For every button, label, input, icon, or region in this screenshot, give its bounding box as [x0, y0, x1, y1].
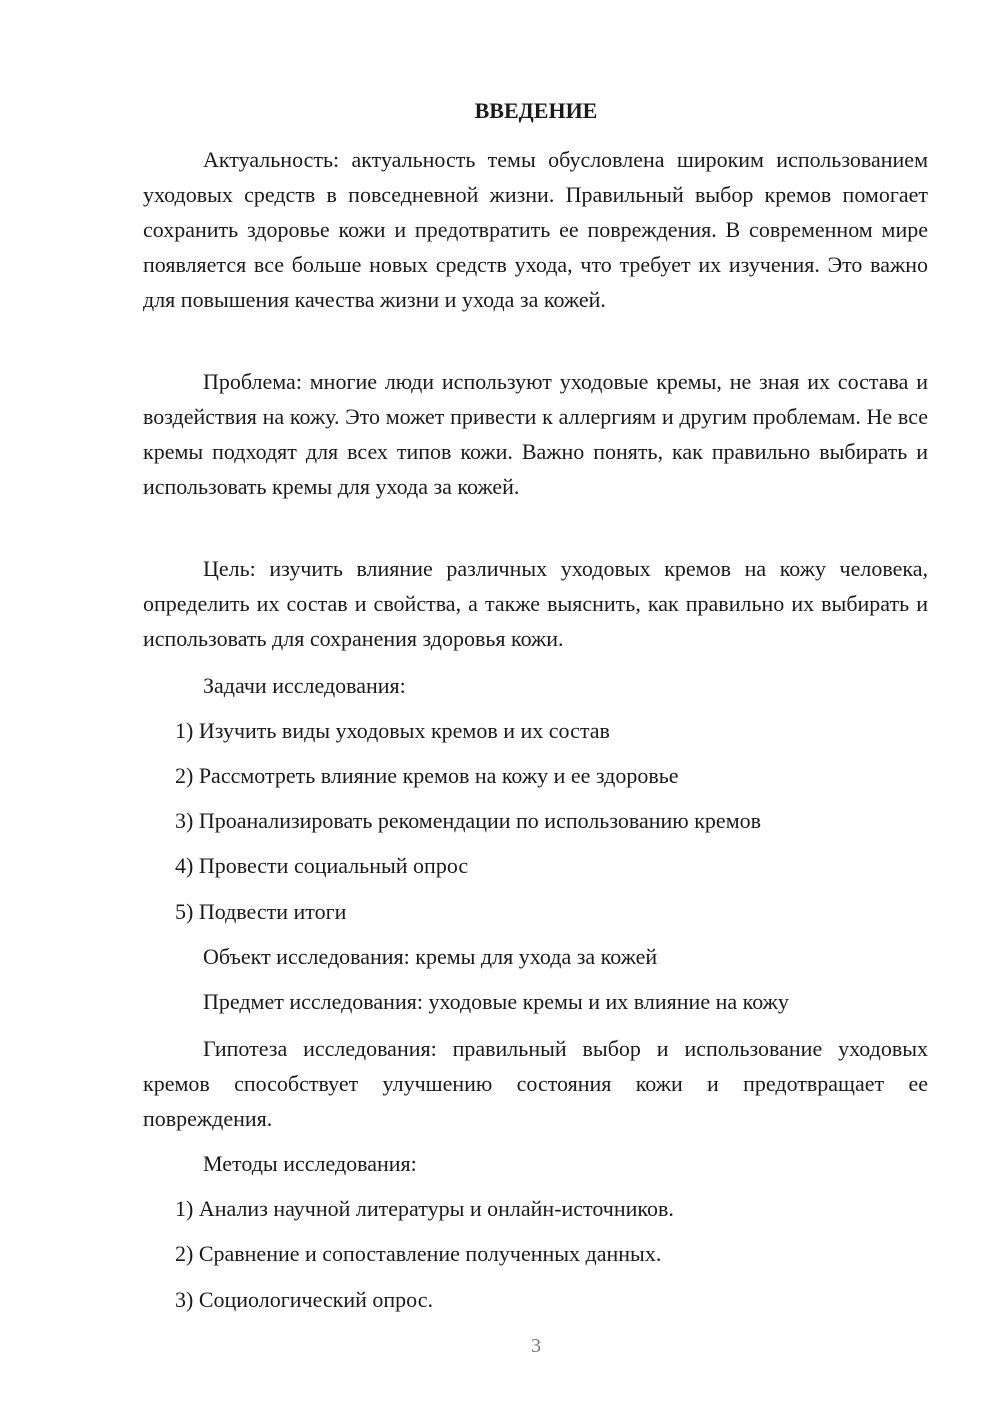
- research-object: Объект исследования: кремы для ухода за кожей: [203, 944, 658, 969]
- page-title: [0, 97, 1000, 125]
- problem-paragraph-block: [143, 364, 928, 504]
- hypothesis-paragraph: Гипотеза исследования: правильный выбор и использование уходовых кремов способствует улучшению состояния кожи и предотвращает ее повреждения.: [143, 1036, 928, 1131]
- task-item: 3) Проанализировать рекомендации по использованию кремов: [175, 808, 761, 833]
- task-item: 5) Подвести итоги: [175, 899, 347, 924]
- method-item: 2) Сравнение и сопоставление полученных данных.: [175, 1241, 662, 1266]
- research-subject: Предмет исследования: уходовые кремы и их влияние на кожу: [203, 989, 789, 1014]
- methods-heading: Методы исследования:: [203, 1151, 417, 1176]
- page-title-text: ВВЕДЕНИЕ: [474, 98, 598, 123]
- problem-paragraph: Проблема: многие люди используют уходовые кремы, не зная их состава и воздействия на кожу. Это может привести к аллергиям и другим проблемам. Не все кремы подходят для всех типов кожи. Важно понять, как правильно выбирать и использовать кремы для ухода за кожей.: [143, 369, 928, 499]
- tasks-heading: Задачи исследования:: [203, 673, 406, 698]
- task-item: 4) Провести социальный опрос: [175, 853, 469, 878]
- goal-paragraph-block: [143, 551, 928, 656]
- goal-paragraph: Цель: изучить влияние различных уходовых кремов на кожу человека, определить их состав и свойства, а также выяснить, как правильно их выбирать и использовать для сохранения здоровья кожи.: [143, 556, 928, 651]
- hypothesis-paragraph-block: [143, 1031, 928, 1136]
- task-item: 2) Рассмотреть влияние кремов на кожу и ее здоровье: [175, 763, 679, 788]
- method-item: 1) Анализ научной литературы и онлайн-источников.: [175, 1196, 674, 1221]
- page-number: 3: [531, 1335, 541, 1357]
- task-item: 1) Изучить виды уходовых кремов и их состав: [175, 718, 610, 743]
- relevance-paragraph: Актуальность: актуальность темы обусловлена широким использованием уходовых средств в повседневной жизни. Правильный выбор кремов помогает сохранить здоровье кожи и предотвратить ее повреждения. В современном мире появляется все больше новых средств ухода, что требует их изучения. Это важно для повышения качества жизни и ухода за кожей.: [143, 147, 928, 312]
- method-item: 3) Социологический опрос.: [175, 1287, 433, 1312]
- relevance-paragraph-block: [143, 142, 928, 317]
